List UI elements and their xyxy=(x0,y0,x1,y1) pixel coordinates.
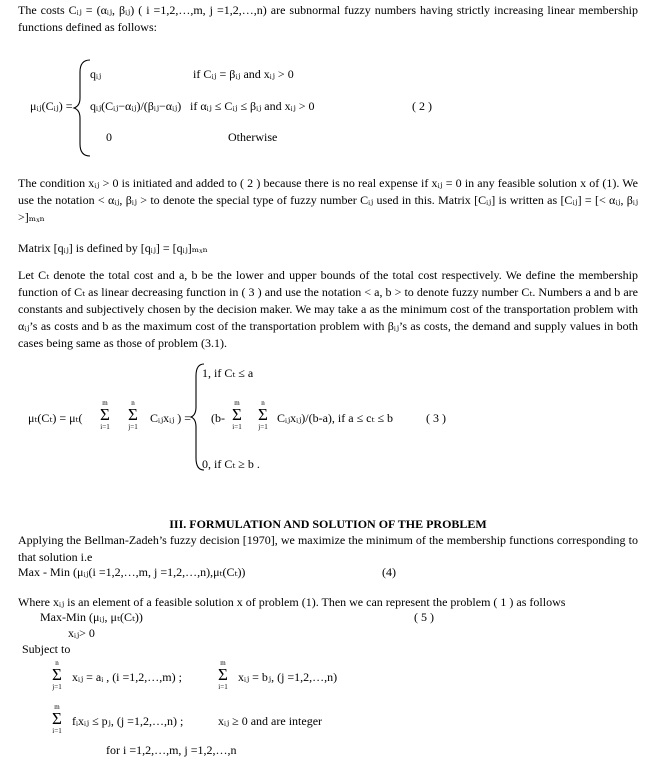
subject-to-label: Subject to xyxy=(22,642,71,656)
sigma-icon: Σ xyxy=(232,405,242,424)
eq3-case1: 1, if Cₜ ≤ a xyxy=(202,366,254,380)
eq2-case3-condition: Otherwise xyxy=(228,130,278,144)
eq4-number: (4) xyxy=(382,565,396,579)
paragraph-fuzzy-costs: The costs Cᵢⱼ = (αᵢⱼ, βᵢⱼ) ( i =1,2,…,m, j =1,2,…,n) are subnormal fuzzy numbers having strictly increasing linear membership functions defined as follows: xyxy=(18,3,638,34)
paragraph-where: Where xᵢⱼ is an element of a feasible solution x of problem (1). Then we can represent the problem ( 1 ) as follows xyxy=(18,595,566,609)
eq3-term: Cᵢⱼxᵢⱼ ) = xyxy=(150,411,192,425)
constraint2-sum xyxy=(216,659,230,691)
constraint3-sum xyxy=(50,703,64,735)
eq3-case2-sum-i-upper: m xyxy=(234,399,240,407)
eq2-case3-value: 0 xyxy=(106,130,112,144)
paragraph-total-cost: Let Cₜ denote the total cost and a, b be the lower and upper bounds of the total cost respectively. We define the membership function of Cₜ as linear decreasing function in ( 3 ) and use the notation < a, b > to denote fuzzy number Cₜ. Numbers a and b are constants and subjectively chosen by the decision maker. We may take a as the minimum cost of the transportation problem with αᵢⱼ’s as costs and b as the maximum cost of the transportation problem with βᵢⱼ’s as costs, the demand and supply values in both cases being same as those of problem (3.1). xyxy=(18,268,638,350)
eq3-case3: 0, if Cₜ ≥ b . xyxy=(202,457,260,471)
constraint4-text: xᵢⱼ ≥ 0 and are integer xyxy=(218,714,323,728)
constraint2-sum-upper: m xyxy=(220,659,226,667)
sigma-icon: Σ xyxy=(258,405,268,424)
eq3-case2-sum-j-upper: n xyxy=(261,399,265,407)
constraint2-sum-lower: i=1 xyxy=(218,683,228,691)
eq2-lhs: μᵢⱼ(Cᵢⱼ) = xyxy=(30,99,73,113)
eq2-case2-condition: if αᵢⱼ ≤ Cᵢⱼ ≤ βᵢⱼ and xᵢⱼ > 0 xyxy=(190,99,315,113)
eq2-case2-value: qᵢⱼ(Cᵢⱼ−αᵢⱼ)/(βᵢⱼ−αᵢⱼ) xyxy=(90,99,182,113)
eq5-text: Max-Min (μᵢⱼ, μₜ(Cₜ)) xyxy=(40,610,143,624)
eq3-sum-i-lower: i=1 xyxy=(100,423,110,431)
sigma-icon: Σ xyxy=(128,405,138,424)
constraint3-sum-lower: i=1 xyxy=(52,727,62,735)
eq3-case2-sum-j-lower: j=1 xyxy=(258,423,268,431)
eq3-sum-j-upper: n xyxy=(131,399,135,407)
constraint3-text: fᵢxᵢⱼ ≤ pⱼ, (j =1,2,…,n) ; xyxy=(72,714,184,728)
eq3-sum-i-upper: m xyxy=(102,399,108,407)
eq3-case2-suffix: Cᵢⱼxᵢⱼ)/(b-a), if a ≤ cₜ ≤ b xyxy=(277,411,394,425)
paragraph-bellman-zadeh: Applying the Bellman-Zadeh’s fuzzy decision [1970], we maximize the minimum of the membership functions corresponding to that solution i.e xyxy=(18,533,638,564)
eq3-lhs: μₜ(Cₜ) = μₜ( xyxy=(28,411,83,425)
constraint1-sum-lower: j=1 xyxy=(52,683,62,691)
constraint3-sum-upper: m xyxy=(54,703,60,711)
eq4-text: Max - Min (μᵢⱼ(i =1,2,…,m, j =1,2,…,n),μₜ(Cₜ)) xyxy=(18,565,246,579)
eq5-number: ( 5 ) xyxy=(414,610,434,624)
eq3-number: ( 3 ) xyxy=(426,411,446,425)
eq3-case2-sum-i-lower: i=1 xyxy=(232,423,242,431)
constraint1-sum xyxy=(50,659,64,691)
eq3-sum-j xyxy=(126,399,140,431)
eq5-condition: xᵢⱼ> 0 xyxy=(68,626,95,640)
eq3-sum-j-lower: j=1 xyxy=(128,423,138,431)
eq2-case1-value: qᵢⱼ xyxy=(90,67,102,81)
constraint5-text: for i =1,2,…,m, j =1,2,…,n xyxy=(106,743,237,757)
sigma-icon: Σ xyxy=(52,665,62,684)
eq3-case2-prefix: (b- xyxy=(211,411,225,425)
constraint1-sum-upper: n xyxy=(55,659,59,667)
paragraph-matrix-q: Matrix [qᵢⱼ] is defined by [qᵢⱼ] = [qᵢⱼ]ₘₓₙ xyxy=(18,241,208,255)
eq3-case2-sum-i xyxy=(230,399,244,431)
sigma-icon: Σ xyxy=(52,709,62,728)
sigma-icon: Σ xyxy=(218,665,228,684)
eq3-sum-i xyxy=(98,399,112,431)
sigma-icon: Σ xyxy=(100,405,110,424)
eq2-number: ( 2 ) xyxy=(412,99,432,113)
paragraph-condition: The condition xᵢⱼ > 0 is initiated and added to ( 2 ) because there is no real expense if xᵢⱼ = 0 in any feasible solution x of (1). We use the notation < αᵢⱼ, βᵢⱼ > to denote the special type of fuzzy number Cᵢⱼ used in this. Matrix [Cᵢⱼ] is written as [Cᵢⱼ] = [< αᵢⱼ, βᵢⱼ >]ₘₓₙ xyxy=(18,176,638,224)
eq2-case1-condition: if Cᵢⱼ = βᵢⱼ and xᵢⱼ > 0 xyxy=(193,67,294,81)
section-heading: III. FORMULATION AND SOLUTION OF THE PROBLEM xyxy=(169,517,487,531)
constraint1-text: xᵢⱼ = aᵢ , (i =1,2,…,m) ; xyxy=(72,670,182,684)
constraint2-text: xᵢⱼ = bⱼ, (j =1,2,…,n) xyxy=(238,670,338,684)
eq3-case2-sum-j xyxy=(256,399,270,431)
